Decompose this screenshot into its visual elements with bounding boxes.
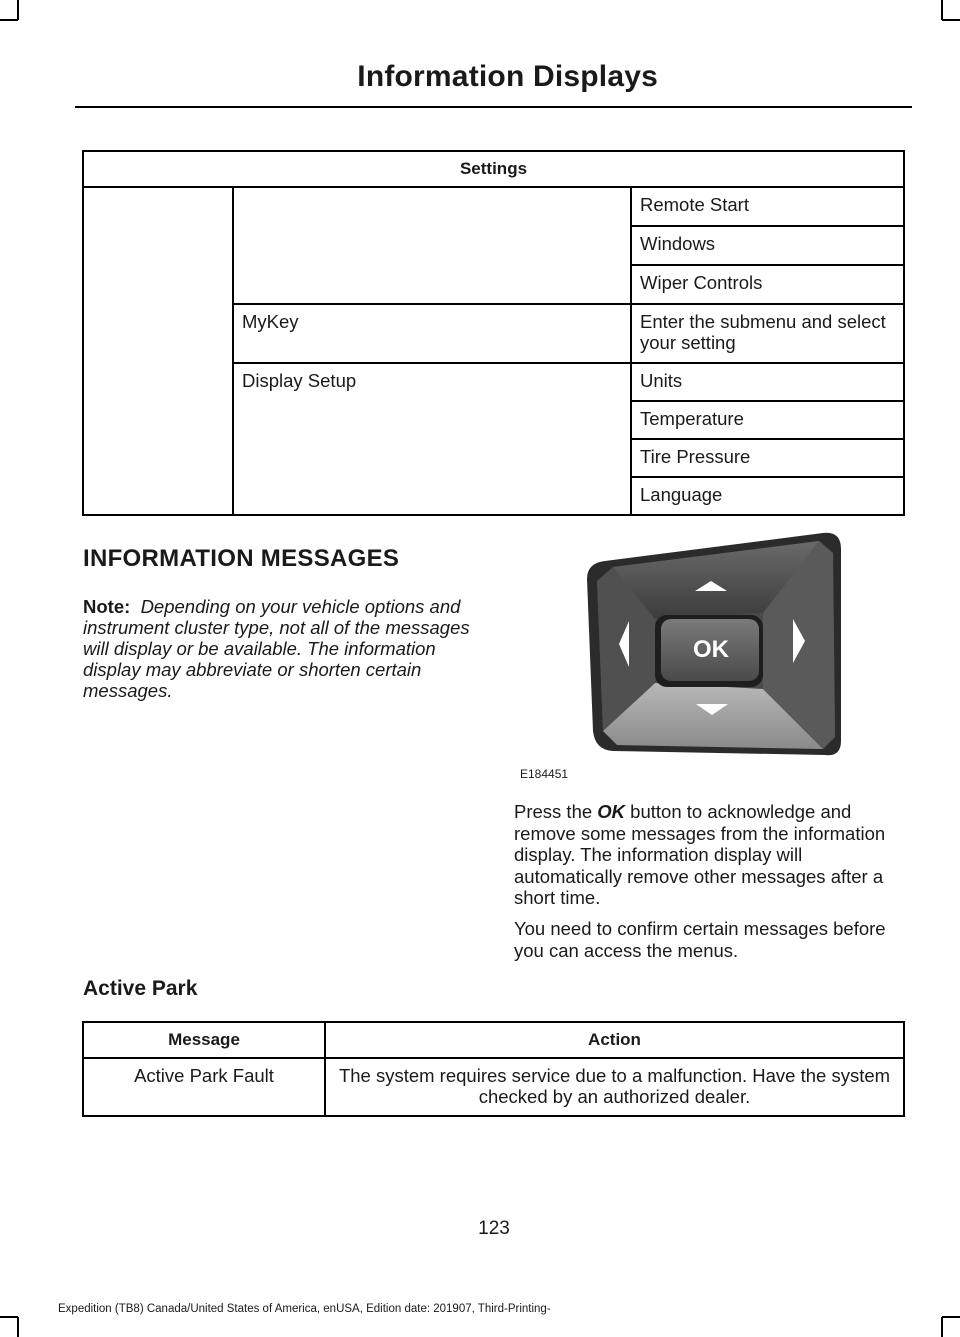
ok-instruction-paragraph: [514, 801, 906, 909]
note-label: Note:: [83, 596, 131, 617]
footer-text: Expedition (TB8) Canada/United States of America, enUSA, Edition date: 201907, Third-Printing-: [58, 1303, 551, 1315]
settings-table: [82, 150, 905, 516]
settings-option: Wiper Controls: [631, 265, 904, 304]
settings-option: Windows: [631, 226, 904, 265]
section-heading: INFORMATION MESSAGES: [83, 545, 400, 572]
crop-mark: [17, 0, 19, 20]
page-header-title: Information Displays: [357, 60, 658, 93]
crop-mark: [0, 19, 18, 21]
active-park-heading: Active Park: [83, 977, 198, 1000]
settings-option: Language: [631, 477, 904, 515]
figure-code: E184451: [520, 767, 569, 781]
ok-button-illustration: [583, 531, 845, 761]
note-text: Depending on your vehicle options and instrument cluster type, not all of the messages will display or be available. The information display may abbreviate or shorten certain messages.: [83, 596, 470, 701]
header-rule: [75, 106, 912, 108]
p1-post: button to acknowledge and remove some messages from the information display. The information display will automatically remove other messages after a short time.: [514, 801, 886, 908]
message-cell: Active Park Fault: [83, 1058, 325, 1116]
settings-option: Tire Pressure: [631, 439, 904, 477]
crop-mark: [942, 19, 960, 21]
crop-mark: [0, 1316, 18, 1318]
settings-option: Enter the submenu and select your setting: [631, 304, 904, 363]
ok-label: OK: [693, 636, 729, 663]
settings-item-display-setup: Display Setup: [233, 363, 631, 515]
confirm-paragraph: You need to confirm certain messages before you can access the menus.: [514, 918, 886, 961]
crop-mark: [941, 1317, 943, 1337]
settings-col1-cell: [83, 187, 233, 515]
action-cell: The system requires service due to a malfunction. Have the system checked by an authorized dealer.: [325, 1058, 904, 1116]
settings-option: Temperature: [631, 401, 904, 439]
p1-pre: Press the: [514, 801, 598, 822]
settings-option: Remote Start: [631, 187, 904, 226]
page-number: 123: [478, 1218, 510, 1239]
settings-table-caption: Settings: [83, 151, 904, 187]
crop-mark: [941, 0, 943, 20]
settings-option: Units: [631, 363, 904, 401]
active-park-table: [82, 1021, 905, 1117]
settings-col2-cell: [233, 187, 631, 304]
crop-mark: [17, 1317, 19, 1337]
settings-item-mykey: MyKey: [233, 304, 631, 363]
col-header-message: Message: [83, 1022, 325, 1058]
crop-mark: [942, 1316, 960, 1318]
p1-key: OK: [597, 801, 626, 822]
note-paragraph: [83, 596, 473, 701]
col-header-action: Action: [325, 1022, 904, 1058]
